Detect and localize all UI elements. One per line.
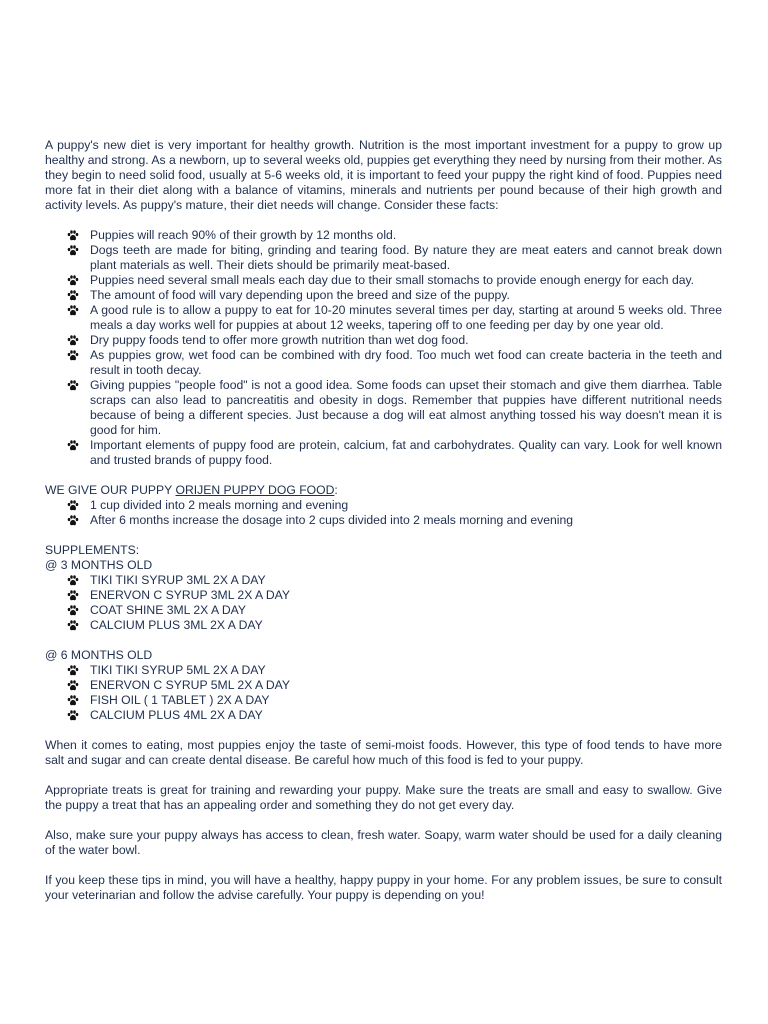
list-item: Dry puppy foods tend to offer more growth nutrition than wet dog food. <box>45 333 722 348</box>
list-item: Important elements of puppy food are protein, calcium, fat and carbohydrates. Quality can vary. Look for well known and trusted brands of puppy food. <box>45 438 722 468</box>
list-item: The amount of food will vary depending upon the breed and size of the puppy. <box>45 288 722 303</box>
document-body <box>45 138 722 903</box>
paw-print-icon <box>67 230 79 241</box>
list-item: FISH OIL ( 1 TABLET ) 2X A DAY <box>45 693 722 708</box>
paw-print-icon <box>67 590 79 601</box>
treats-paragraph: Appropriate treats is great for training and rewarding your puppy. Make sure the treats are small and easy to swallow. Give the puppy a treat that has an appealing order and something they do not get every day. <box>45 783 722 812</box>
facts-list <box>45 228 722 468</box>
orijen-food-link[interactable]: ORIJEN PUPPY DOG FOOD <box>175 483 335 497</box>
paw-print-icon <box>67 335 79 346</box>
list-item: COAT SHINE 3ML 2X A DAY <box>45 603 722 618</box>
paw-print-icon <box>67 380 79 391</box>
paw-print-icon <box>67 515 79 526</box>
list-item: TIKI TIKI SYRUP 3ML 2X A DAY <box>45 573 722 588</box>
list-item: CALCIUM PLUS 4ML 2X A DAY <box>45 708 722 723</box>
list-item: ENERVON C SYRUP 3ML 2X A DAY <box>45 588 722 603</box>
six-months-label: @ 6 MONTHS OLD <box>45 648 153 662</box>
paw-print-icon <box>67 290 79 301</box>
paw-print-icon <box>67 680 79 691</box>
paw-print-icon <box>67 275 79 286</box>
supplements-heading: SUPPLEMENTS: <box>45 543 140 557</box>
paw-print-icon <box>67 500 79 511</box>
paw-print-icon <box>67 350 79 361</box>
paw-print-icon <box>67 695 79 706</box>
list-item: TIKI TIKI SYRUP 5ML 2X A DAY <box>45 663 722 678</box>
list-item: 1 cup divided into 2 meals morning and evening <box>45 498 722 513</box>
feeding-heading: WE GIVE OUR PUPPY ORIJEN PUPPY DOG FOOD: <box>45 483 338 497</box>
list-item: After 6 months increase the dosage into 2 cups divided into 2 meals morning and evening <box>45 513 722 528</box>
paw-print-icon <box>67 305 79 316</box>
list-item: Puppies will reach 90% of their growth by 12 months old. <box>45 228 722 243</box>
paw-print-icon <box>67 245 79 256</box>
three-months-label: @ 3 MONTHS OLD <box>45 558 153 572</box>
paw-print-icon <box>67 665 79 676</box>
paw-print-icon <box>67 620 79 631</box>
list-item: Dogs teeth are made for biting, grinding and tearing food. By nature they are meat eaters and cannot break down plant materials as well. Their diets should be primarily meat-based. <box>45 243 722 273</box>
paw-print-icon <box>67 710 79 721</box>
list-item: Puppies need several small meals each day due to their small stomachs to provide enough energy for each day. <box>45 273 722 288</box>
list-item: ENERVON C SYRUP 5ML 2X A DAY <box>45 678 722 693</box>
semi-moist-paragraph: When it comes to eating, most puppies enjoy the taste of semi-moist foods. However, this type of food tends to have more salt and sugar and can create dental disease. Be careful how much of this food is fed to your puppy. <box>45 738 722 767</box>
three-months-list <box>45 573 722 633</box>
intro-paragraph: A puppy's new diet is very important for healthy growth. Nutrition is the most important investment for a puppy to grow up healthy and strong. As a newborn, up to several weeks old, puppies get everything they need by nursing from their mother. As they begin to need solid food, usually at 5-6 weeks old, it is important to feed your puppy the right kind of food. Puppies need more fat in their diet along with a balance of vitamins, minerals and nutrients per pound because of their high growth and activity levels. As puppy's mature, their diet needs will change. Consider these facts: <box>45 138 722 212</box>
list-item: As puppies grow, wet food can be combined with dry food. Too much wet food can create bacteria in the teeth and result in tooth decay. <box>45 348 722 378</box>
water-paragraph: Also, make sure your puppy always has access to clean, fresh water. Soapy, warm water should be used for a daily cleaning of the water bowl. <box>45 828 722 857</box>
paw-print-icon <box>67 440 79 451</box>
list-item: CALCIUM PLUS 3ML 2X A DAY <box>45 618 722 633</box>
list-item: Giving puppies "people food" is not a good idea. Some foods can upset their stomach and give them diarrhea. Table scraps can also lead to pancreatitis and obesity in dogs. Remember that puppies have different nutritional needs because of being a different species. Just because a dog will eat almost anything tossed his way doesn't mean it is good for him. <box>45 378 722 438</box>
six-months-list <box>45 663 722 723</box>
feeding-list <box>45 498 722 528</box>
paw-print-icon <box>67 605 79 616</box>
closing-paragraph: If you keep these tips in mind, you will have a healthy, happy puppy in your home. For any problem issues, be sure to consult your veterinarian and follow the advise carefully. Your puppy is depending on you! <box>45 873 722 902</box>
list-item: A good rule is to allow a puppy to eat for 10-20 minutes several times per day, starting at around 5 weeks old. Three meals a day works well for puppies at about 12 weeks, tapering off to one feeding per day by one year old. <box>45 303 722 333</box>
paw-print-icon <box>67 575 79 586</box>
